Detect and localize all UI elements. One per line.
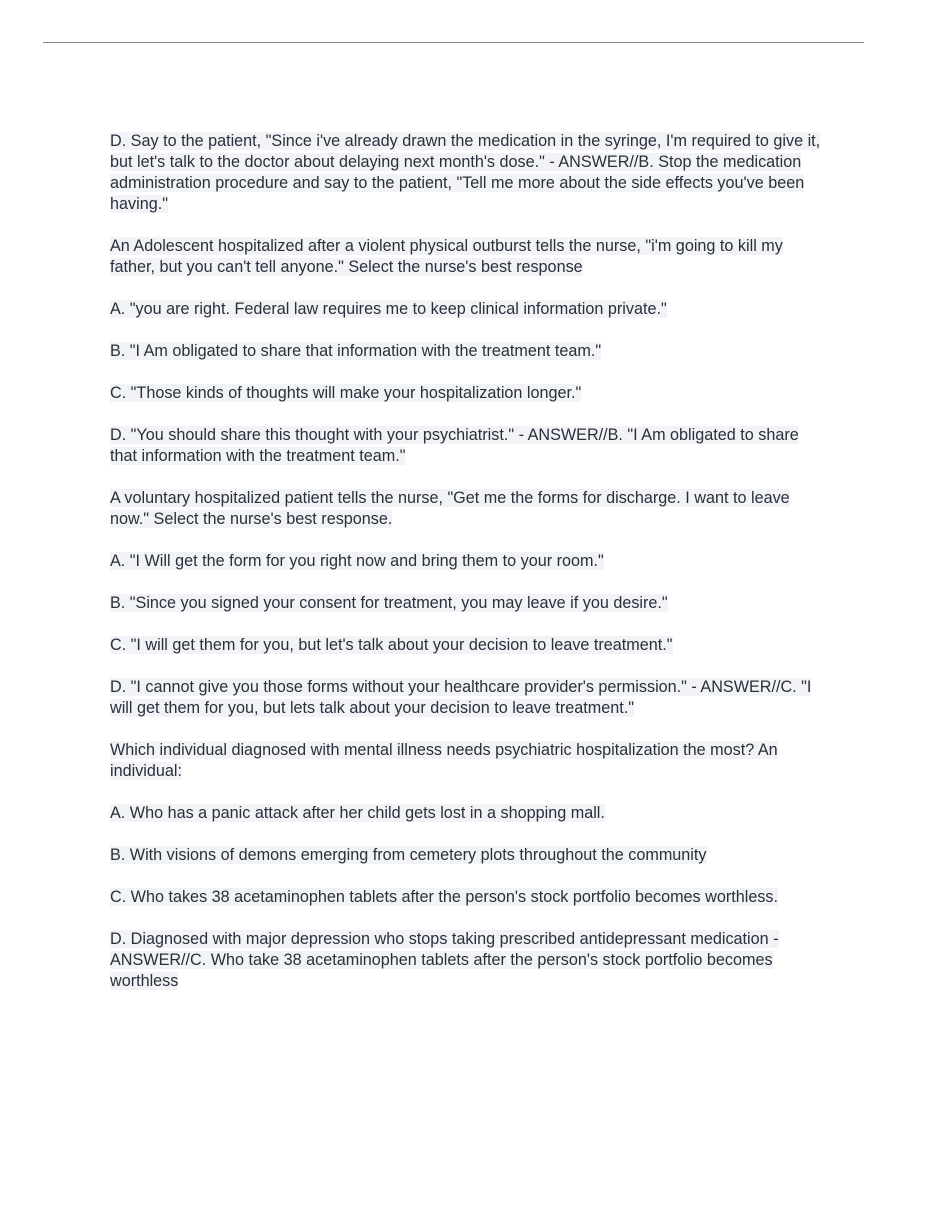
question-adolescent-threat [110,236,825,278]
option-a [110,803,825,824]
question-hospitalization-need [110,740,825,782]
option-c [110,887,825,908]
paragraph-text: B. "Since you signed your consent for treatment, you may leave if you desire." [110,594,668,612]
option-d-with-answer [110,929,825,992]
paragraph-text: C. "Those kinds of thoughts will make your hospitalization longer." [110,384,582,402]
paragraph-text: D. Diagnosed with major depression who stops taking prescribed antidepressant medication - ANSWER//C. Who take 38 acetaminophen tablets after the person's stock portfolio becomes worthless [110,930,779,990]
paragraph-text: D. "I cannot give you those forms without your healthcare provider's permission." - ANSWER//C. "I will get them for you, but lets talk about your decision to leave treatment." [110,678,812,717]
option-a [110,299,825,320]
paragraph-answer-previous [110,131,825,215]
paragraph-text: C. Who takes 38 acetaminophen tablets after the person's stock portfolio becomes worthless. [110,888,779,906]
paragraph-text: B. "I Am obligated to share that information with the treatment team." [110,342,602,360]
paragraph-text: C. "I will get them for you, but let's talk about your decision to leave treatment." [110,636,673,654]
option-d-with-answer [110,677,825,719]
option-b [110,341,825,362]
option-c [110,635,825,656]
paragraph-text: A voluntary hospitalized patient tells the nurse, "Get me the forms for discharge. I want to leave now." Select the nurse's best response. [110,489,790,528]
option-b [110,845,825,866]
paragraph-text: Which individual diagnosed with mental illness needs psychiatric hospitalization the most? An individual: [110,741,778,780]
paragraph-text: D. "You should share this thought with your psychiatrist." - ANSWER//B. "I Am obligated to share that information with the treatment team." [110,426,799,465]
paragraph-text: D. Say to the patient, "Since i've already drawn the medication in the syringe, I'm required to give it, but let's talk to the doctor about delaying next month's dose." - ANSWER//B. Stop the medication administration procedure and say to the patient, "Tell me more about the side effects you've been having." [110,132,821,213]
paragraph-text: A. Who has a panic attack after her child gets lost in a shopping mall. [110,804,605,822]
option-c [110,383,825,404]
option-b [110,593,825,614]
paragraph-text: An Adolescent hospitalized after a violent physical outburst tells the nurse, "i'm going to kill my father, but you can't tell anyone." Select the nurse's best response [110,237,783,276]
option-a [110,551,825,572]
paragraph-text: B. With visions of demons emerging from cemetery plots throughout the community [110,846,707,864]
option-d-with-answer [110,425,825,467]
question-voluntary-discharge [110,488,825,530]
paragraph-text: A. "you are right. Federal law requires me to keep clinical information private." [110,300,667,318]
header-divider [43,42,864,43]
document-body [110,131,825,1013]
paragraph-text: A. "I Will get the form for you right now and bring them to your room." [110,552,604,570]
